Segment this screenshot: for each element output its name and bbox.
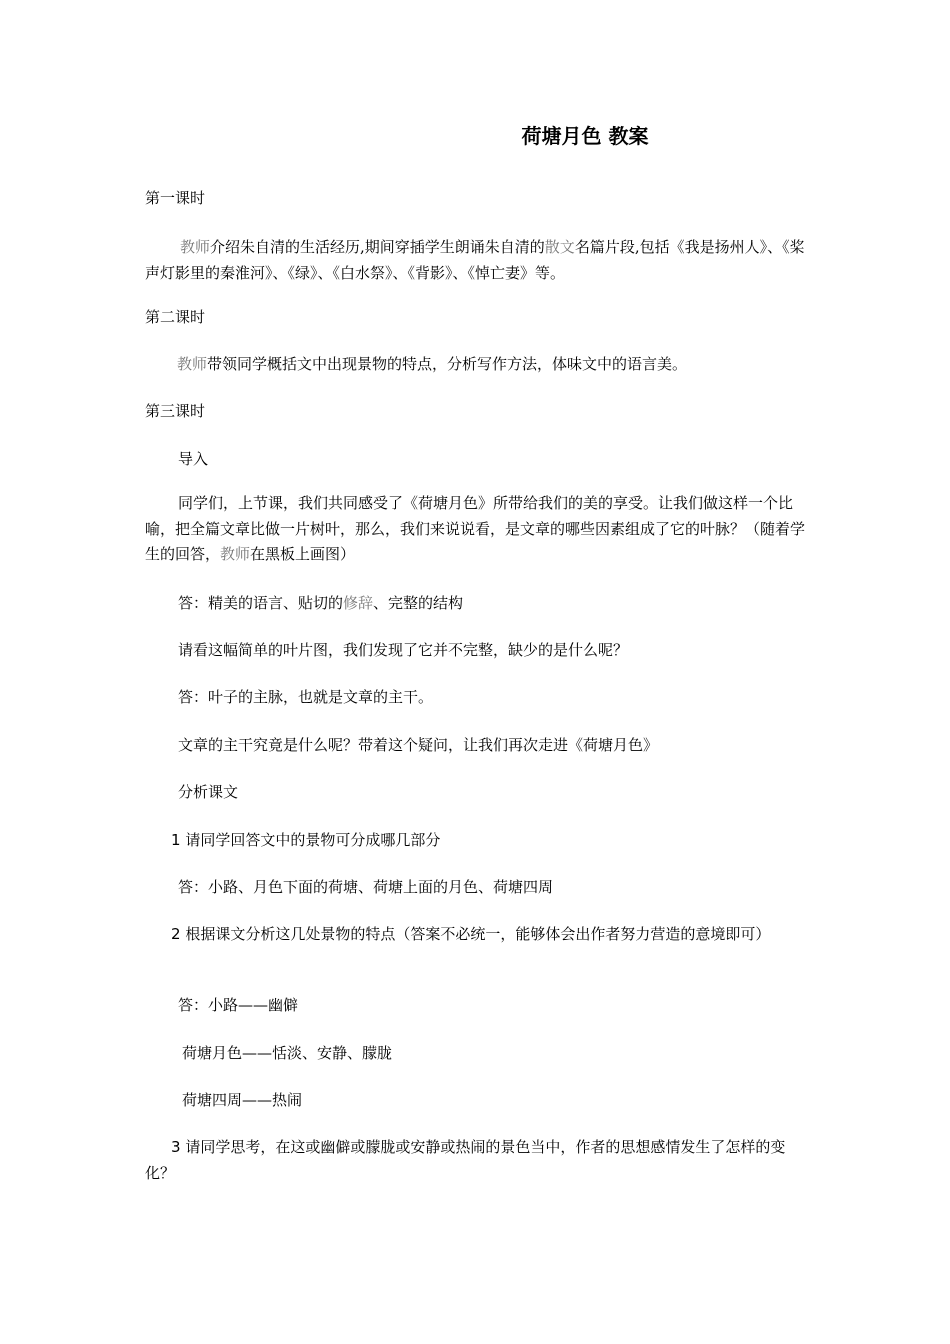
lesson-1-text-a: 介绍朱自清的生活经历,期间穿插学生朗诵朱自清的: [210, 238, 545, 256]
intro-label: 导入: [178, 450, 209, 468]
question-3: 文章的主干究竟是什么呢？带着这个疑问，让我们再次走进《荷塘月色》: [178, 736, 659, 754]
lesson-2-text: 带领同学概括文中出现景物的特点，分析写作方法，体味文中的语言美。: [207, 355, 688, 373]
answer-1-text-a: 答：精美的语言、贴切的: [178, 594, 344, 612]
analysis-label: 分析课文: [178, 783, 239, 801]
analysis-question-1-text: 请同学回答文中的景物可分成哪几部分: [185, 831, 441, 849]
analysis-question-2: [145, 922, 810, 948]
analysis-question-2-text: 根据课文分析这几处景物的特点（答案不必统一，能够体会出作者努力营造的意境即可）: [185, 925, 771, 943]
lesson-3-heading: 第三课时: [145, 402, 206, 420]
lesson-2-paragraph: [145, 352, 810, 378]
keyword-prose: 散文: [544, 238, 575, 256]
answer-1: [178, 591, 843, 617]
analysis-answer-2-line-1: 答：小路——幽僻: [178, 996, 299, 1014]
analysis-answer-1: 答：小路、月色下面的荷塘、荷塘上面的月色、荷塘四周: [178, 878, 554, 896]
question-2: 请看这幅简单的叶片图，我们发现了它并不完整，缺少的是什么呢？: [178, 641, 629, 659]
analysis-question-3-text: 请同学思考，在这或幽僻或朦胧或安静或热闹的景色当中，作者的思想感情发生了怎样的变化？: [145, 1138, 786, 1182]
analysis-answer-2-line-2: 荷塘月色——恬淡、安静、朦胧: [182, 1044, 393, 1062]
lesson-1-paragraph: [145, 235, 810, 286]
question-number: 2: [171, 925, 181, 943]
intro-text-a: 同学们，上节课，我们共同感受了《荷塘月色》所带给我们的美的享受。让我们做这样一个比喻，把全篇文章比做一片树叶，那么，我们来说说看，是文章的哪些因素组成了它的叶脉？（随着学生的回答，: [145, 494, 806, 563]
keyword-teacher: 教师: [177, 355, 208, 373]
intro-text-b: 在黑板上画图）: [250, 545, 356, 563]
answer-1-text-b: 、完整的结构: [373, 594, 464, 612]
question-number: 1: [171, 831, 181, 849]
keyword-teacher: 教师: [220, 545, 251, 563]
lesson-1-heading: 第一课时: [145, 189, 206, 207]
keyword-rhetoric: 修辞: [343, 594, 374, 612]
intro-paragraph: [145, 491, 810, 568]
question-number: 3: [171, 1138, 181, 1156]
lesson-2-heading: 第二课时: [145, 308, 206, 326]
analysis-question-1: [171, 828, 836, 854]
lesson-1-text-b: 名篇片段,包括《我是扬州人》、《桨声灯影里的秦淮河》、《绿》、《白水祭》、《背影》、《悼亡妻》等。: [145, 238, 805, 282]
analysis-question-3: [145, 1135, 810, 1186]
answer-2: 答：叶子的主脉，也就是文章的主干。: [178, 688, 434, 706]
analysis-answer-2-line-3: 荷塘四周——热闹: [182, 1091, 303, 1109]
keyword-teacher: 教师: [180, 238, 211, 256]
document-title: 荷塘月色 教案: [521, 124, 649, 148]
